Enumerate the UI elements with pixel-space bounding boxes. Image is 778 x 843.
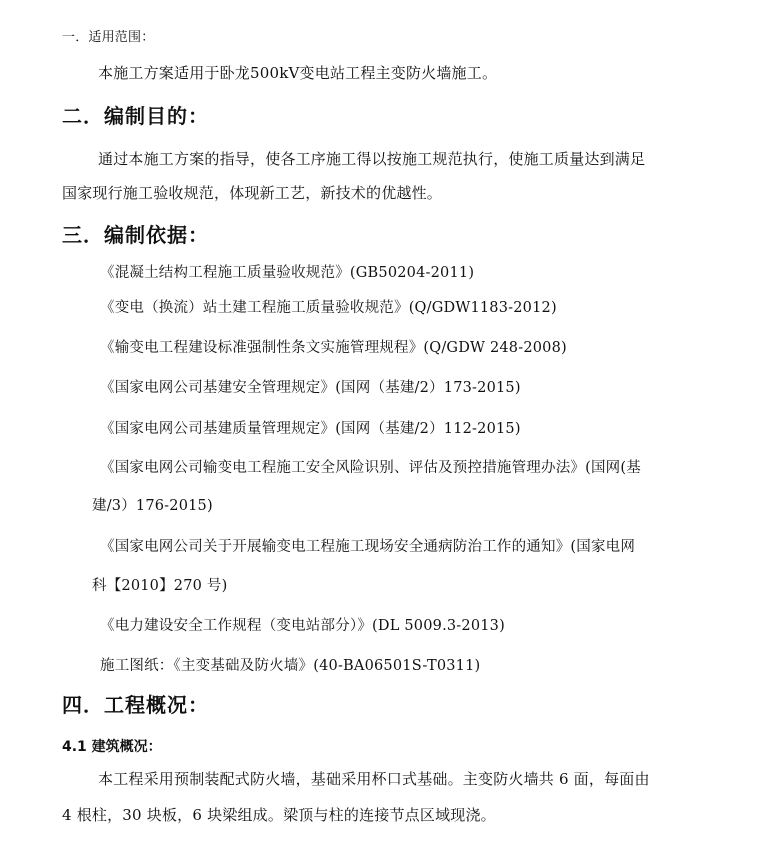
purpose-heading: 二．编制目的：: [62, 104, 209, 128]
scope-heading: 一．适用范围：: [62, 30, 155, 45]
basis-reference-item: 《国家电网公司基建安全管理规定》(国网（基建/2）173-2015): [100, 380, 521, 396]
overview-body-line-2: 4 根柱，30 块板，6 块梁组成。梁顶与柱的连接节点区域现浇。: [62, 806, 496, 824]
basis-reference-item-continued: 建/3）176-2015): [92, 498, 213, 514]
basis-reference-item: 《混凝土结构工程施工质量验收规范》(GB50204-2011): [100, 265, 475, 281]
basis-reference-item-continued: 科【2010】270 号): [92, 578, 228, 594]
basis-reference-item: 《电力建设安全工作规程（变电站部分）》(DL 5009.3-2013): [100, 618, 505, 634]
basis-reference-item: 《国家电网公司关于开展输变电工程施工现场安全通病防治工作的通知》(国家电网: [100, 539, 636, 555]
basis-reference-item: 《变电（换流）站土建工程施工质量验收规范》(Q/GDW1183-2012): [100, 300, 557, 316]
overview-subheading: 4.1 建筑概况：: [62, 739, 162, 755]
scope-body: 本施工方案适用于卧龙500kV变电站工程主变防火墙施工。: [98, 64, 498, 82]
purpose-body-line-2: 国家现行施工验收规范，体现新工艺，新技术的优越性。: [62, 184, 443, 202]
overview-heading: 四．工程概况：: [62, 693, 209, 717]
purpose-body-line-1: 通过本施工方案的指导，使各工序施工得以按施工规范执行，使施工质量达到满足: [98, 150, 646, 168]
basis-reference-item: 《国家电网公司输变电工程施工安全风险识别、评估及预控措施管理办法》(国网(基: [100, 460, 641, 476]
basis-reference-item: 施工图纸：《主变基础及防火墙》(40-BA06501S-T0311): [100, 658, 481, 674]
basis-reference-item: 《输变电工程建设标准强制性条文实施管理规程》(Q/GDW 248-2008): [100, 340, 567, 356]
basis-heading: 三．编制依据：: [62, 223, 209, 247]
basis-reference-item: 《国家电网公司基建质量管理规定》(国网（基建/2）112-2015): [100, 421, 521, 437]
overview-body-line-1: 本工程采用预制装配式防火墙，基础采用杯口式基础。主变防火墙共 6 面，每面由: [98, 770, 650, 788]
